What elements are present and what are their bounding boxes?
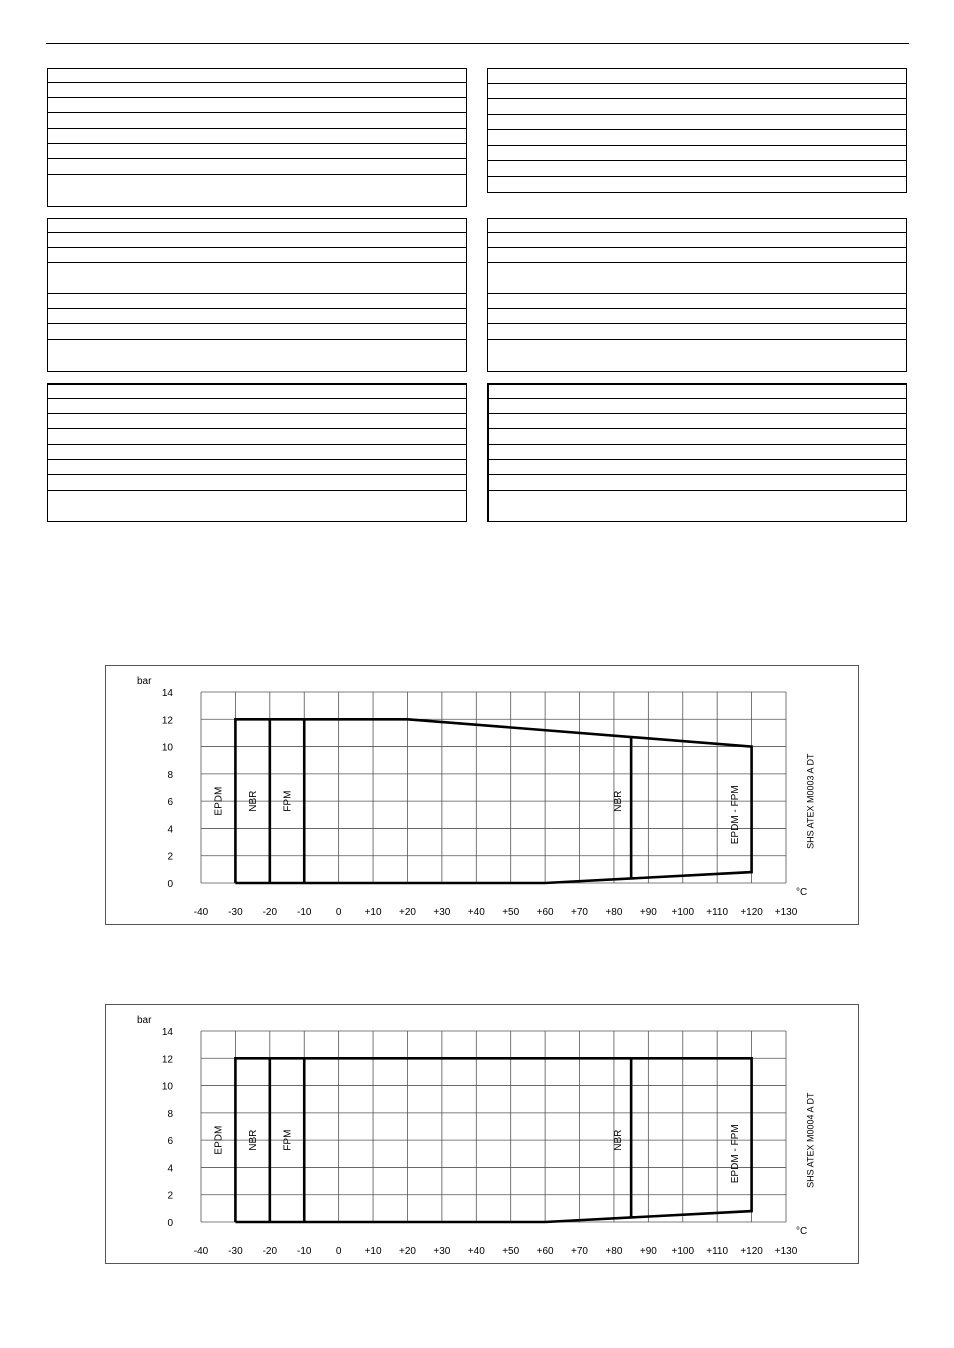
y-tick-label: 12 <box>161 1054 173 1066</box>
table-top-left <box>47 68 467 207</box>
y-tick-label: 14 <box>161 688 173 699</box>
table-row <box>48 445 466 460</box>
x-tick-label: -20 <box>262 1246 278 1257</box>
y-tick-label: 4 <box>167 824 173 836</box>
table-row <box>488 115 906 130</box>
x-tick-label: 0 <box>335 1246 342 1257</box>
x-tick-label: +40 <box>467 1246 485 1257</box>
x-tick-label: -10 <box>297 1246 312 1257</box>
x-tick-label: +70 <box>571 1246 589 1257</box>
table-row <box>48 219 466 233</box>
x-axis-label: °C <box>796 887 808 898</box>
x-tick-label: +10 <box>364 1246 382 1257</box>
table-row <box>48 159 466 175</box>
y-axis-label: bar <box>137 1015 152 1026</box>
table-bottom-left <box>47 383 467 522</box>
x-tick-label: +20 <box>398 907 416 918</box>
chart-frame-1 <box>105 665 859 925</box>
x-tick-label: 0 <box>335 907 342 918</box>
table-row <box>48 475 466 491</box>
x-tick-label: +90 <box>639 1246 657 1257</box>
x-tick-label: +100 <box>671 1246 695 1257</box>
table-row <box>48 144 466 159</box>
chart-1 <box>106 1005 860 1265</box>
x-tick-label: +90 <box>639 907 657 918</box>
drawing-code-label: SHS ATEX M0004 A DT <box>805 1092 816 1188</box>
header-rule <box>46 43 909 44</box>
material-region-label: FPM <box>282 790 294 812</box>
table-row <box>48 414 466 429</box>
material-region-label: NBR <box>612 1129 624 1151</box>
y-tick-label: 12 <box>161 715 173 727</box>
table-row <box>48 340 466 371</box>
x-tick-label: +60 <box>536 1246 554 1257</box>
table-row <box>48 491 466 522</box>
material-region-label: EPDM - FPM <box>729 785 741 845</box>
table-row <box>48 129 466 144</box>
y-tick-label: 0 <box>167 879 173 890</box>
x-tick-label: +110 <box>706 1246 729 1257</box>
table-row <box>489 414 906 429</box>
table-mid-right <box>487 218 907 372</box>
material-region-label: EPDM - FPM <box>729 1124 741 1184</box>
table-row <box>48 175 466 206</box>
y-tick-label: 2 <box>167 851 173 863</box>
table-row <box>48 309 466 324</box>
table-row <box>48 83 466 98</box>
y-tick-label: 6 <box>167 797 173 809</box>
x-tick-label: +30 <box>433 1246 451 1257</box>
x-tick-label: +130 <box>774 1246 798 1257</box>
x-tick-label: +50 <box>502 907 520 918</box>
x-tick-label: -40 <box>193 1246 209 1257</box>
material-region-label: NBR <box>612 790 624 812</box>
x-tick-label: -30 <box>228 1246 243 1257</box>
y-tick-label: 0 <box>167 1218 173 1229</box>
table-row <box>488 130 906 146</box>
x-tick-label: +80 <box>605 1246 623 1257</box>
table-row <box>48 233 466 248</box>
table-row <box>48 113 466 129</box>
material-region-label: EPDM <box>213 1125 225 1155</box>
x-axis-label: °C <box>796 1226 808 1237</box>
x-tick-label: +110 <box>706 907 729 918</box>
chart-frame-2 <box>105 1004 859 1264</box>
x-tick-label: +80 <box>605 907 623 918</box>
table-row <box>488 263 906 294</box>
x-tick-label: +40 <box>467 907 485 918</box>
table-row <box>488 309 906 324</box>
table-row <box>488 161 906 177</box>
table-row <box>489 429 906 445</box>
x-tick-label: -40 <box>193 907 209 918</box>
table-row <box>488 340 906 371</box>
table-row <box>489 460 906 475</box>
x-tick-label: +120 <box>740 907 763 918</box>
x-tick-label: -20 <box>262 907 278 918</box>
table-row <box>48 69 466 83</box>
y-tick-label: 6 <box>167 1136 173 1148</box>
table-row <box>48 385 466 399</box>
table-row <box>488 294 906 309</box>
material-region-label: NBR <box>248 790 260 812</box>
x-tick-label: -10 <box>297 907 312 918</box>
table-row <box>488 146 906 161</box>
table-top-right <box>487 68 907 193</box>
x-tick-label: +20 <box>398 1246 416 1257</box>
table-row <box>488 84 906 99</box>
x-tick-label: +120 <box>740 1246 763 1257</box>
table-mid-left <box>47 218 467 372</box>
x-tick-label: +50 <box>502 1246 520 1257</box>
table-row <box>489 385 906 399</box>
x-tick-label: +60 <box>536 907 554 918</box>
table-row <box>488 219 906 233</box>
table-row <box>489 491 906 522</box>
material-region-label: EPDM <box>213 786 225 816</box>
table-row <box>48 263 466 294</box>
y-tick-label: 10 <box>161 1081 173 1093</box>
table-row <box>489 399 906 414</box>
table-row <box>488 324 906 340</box>
table-row <box>488 248 906 263</box>
y-tick-label: 14 <box>161 1027 173 1038</box>
table-row <box>48 98 466 113</box>
table-row <box>48 399 466 414</box>
table-row <box>48 248 466 263</box>
table-row <box>488 99 906 115</box>
material-region-label: FPM <box>282 1129 294 1151</box>
x-tick-label: +100 <box>671 907 695 918</box>
table-row <box>489 475 906 491</box>
y-tick-label: 8 <box>167 769 173 781</box>
x-tick-label: +70 <box>571 907 589 918</box>
table-row <box>48 460 466 475</box>
y-tick-label: 10 <box>161 742 173 754</box>
table-bottom-right <box>487 383 907 522</box>
table-row <box>488 177 906 192</box>
material-region-label: NBR <box>248 1129 260 1151</box>
drawing-code-label: SHS ATEX M0003 A DT <box>805 753 816 849</box>
x-tick-label: +130 <box>774 907 798 918</box>
table-row <box>488 69 906 84</box>
chart-0 <box>106 666 860 926</box>
table-row <box>48 294 466 309</box>
table-row <box>48 324 466 340</box>
table-row <box>48 429 466 445</box>
x-tick-label: -30 <box>228 907 243 918</box>
table-row <box>489 445 906 460</box>
y-tick-label: 8 <box>167 1108 173 1120</box>
x-tick-label: +30 <box>433 907 451 918</box>
y-axis-label: bar <box>137 676 152 687</box>
y-tick-label: 2 <box>167 1190 173 1202</box>
y-tick-label: 4 <box>167 1163 173 1175</box>
table-row <box>488 233 906 248</box>
x-tick-label: +10 <box>364 907 382 918</box>
